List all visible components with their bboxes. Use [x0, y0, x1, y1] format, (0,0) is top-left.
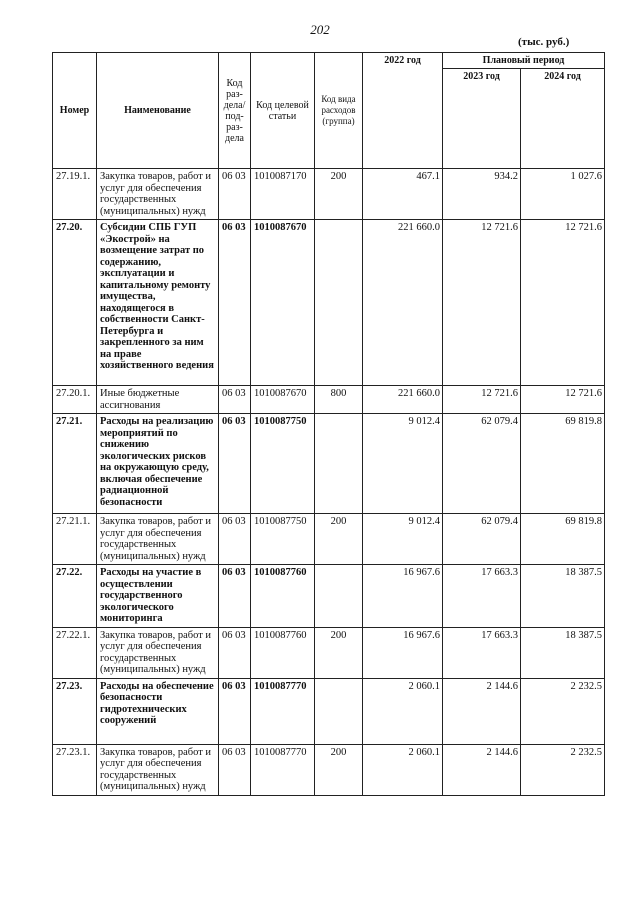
row-value-2023: 934.2 — [443, 169, 521, 220]
header-2022: 2022 год — [363, 53, 443, 169]
row-value-2023: 2 144.6 — [443, 678, 521, 744]
row-expense-code: 200 — [315, 169, 363, 220]
row-target-code: 1010087670 — [251, 220, 315, 386]
row-value-2024: 1 027.6 — [521, 169, 605, 220]
row-value-2024: 2 232.5 — [521, 678, 605, 744]
row-expense-code — [315, 220, 363, 386]
row-section-code: 06 03 — [219, 169, 251, 220]
header-section: Код раз-дела/ под-раз-дела — [219, 53, 251, 169]
row-name: Закупка товаров, работ и услуг для обеспечения государственных (муниципальных) нужд — [97, 744, 219, 795]
row-value-2022: 16 967.6 — [363, 627, 443, 678]
row-name: Иные бюджетные ассигнования — [97, 386, 219, 414]
header-2023: 2023 год — [443, 69, 521, 169]
row-number: 27.19.1. — [53, 169, 97, 220]
row-value-2022: 2 060.1 — [363, 678, 443, 744]
row-value-2022: 9 012.4 — [363, 414, 443, 514]
row-target-code: 1010087750 — [251, 414, 315, 514]
row-value-2024: 69 819.8 — [521, 414, 605, 514]
row-target-code: 1010087760 — [251, 565, 315, 628]
row-target-code: 1010087760 — [251, 627, 315, 678]
row-expense-code: 200 — [315, 514, 363, 565]
row-expense-code — [315, 414, 363, 514]
row-value-2023: 17 663.3 — [443, 627, 521, 678]
row-section-code: 06 03 — [219, 565, 251, 628]
header-target: Код целевой статьи — [251, 53, 315, 169]
row-section-code: 06 03 — [219, 414, 251, 514]
row-section-code: 06 03 — [219, 220, 251, 386]
row-name: Расходы на участие в осуществлении государственного экологического мониторинга — [97, 565, 219, 628]
row-expense-code: 200 — [315, 744, 363, 795]
row-number: 27.23.1. — [53, 744, 97, 795]
row-number: 27.23. — [53, 678, 97, 744]
row-number: 27.22. — [53, 565, 97, 628]
row-value-2024: 18 387.5 — [521, 627, 605, 678]
row-number: 27.21. — [53, 414, 97, 514]
row-number: 27.21.1. — [53, 514, 97, 565]
header-name: Наименование — [97, 53, 219, 169]
row-expense-code: 800 — [315, 386, 363, 414]
row-section-code: 06 03 — [219, 514, 251, 565]
row-value-2022: 221 660.0 — [363, 386, 443, 414]
table-row — [53, 414, 605, 514]
row-value-2024: 18 387.5 — [521, 565, 605, 628]
table-row — [53, 514, 605, 565]
row-value-2022: 16 967.6 — [363, 565, 443, 628]
row-target-code: 1010087170 — [251, 169, 315, 220]
row-number: 27.20. — [53, 220, 97, 386]
row-value-2023: 62 079.4 — [443, 414, 521, 514]
row-value-2024: 2 232.5 — [521, 744, 605, 795]
row-value-2024: 12 721.6 — [521, 386, 605, 414]
row-name: Расходы на обеспечение безопасности гидротехнических сооружений — [97, 678, 219, 744]
row-number: 27.20.1. — [53, 386, 97, 414]
row-value-2022: 221 660.0 — [363, 220, 443, 386]
header-2024: 2024 год — [521, 69, 605, 169]
row-section-code: 06 03 — [219, 386, 251, 414]
row-name: Закупка товаров, работ и услуг для обеспечения государственных (муниципальных) нужд — [97, 169, 219, 220]
budget-table — [52, 52, 605, 796]
row-section-code: 06 03 — [219, 678, 251, 744]
row-name: Расходы на реализацию мероприятий по снижению экологических рисков на окружающую среду, включая обеспечение радиационной безопасности — [97, 414, 219, 514]
table-row — [53, 169, 605, 220]
row-value-2024: 12 721.6 — [521, 220, 605, 386]
row-name: Закупка товаров, работ и услуг для обеспечения государственных (муниципальных) нужд — [97, 627, 219, 678]
header-plan: Плановый период — [443, 53, 605, 69]
page-number: 202 — [310, 22, 330, 37]
row-value-2023: 2 144.6 — [443, 744, 521, 795]
row-section-code: 06 03 — [219, 744, 251, 795]
row-name: Закупка товаров, работ и услуг для обеспечения государственных (муниципальных) нужд — [97, 514, 219, 565]
row-expense-code — [315, 678, 363, 744]
row-value-2023: 12 721.6 — [443, 220, 521, 386]
table-row — [53, 386, 605, 414]
row-name: Субсидии СПБ ГУП «Экострой» на возмещение затрат по содержанию, эксплуатации и капитальному ремонту имущества, находящегося в собственности Санкт-Петербурга и закрепленного за ним на праве хозяйственного ведения — [97, 220, 219, 386]
table-row — [53, 220, 605, 386]
row-value-2023: 17 663.3 — [443, 565, 521, 628]
table-row — [53, 627, 605, 678]
row-value-2022: 467.1 — [363, 169, 443, 220]
row-target-code: 1010087750 — [251, 514, 315, 565]
row-target-code: 1010087770 — [251, 744, 315, 795]
row-value-2022: 9 012.4 — [363, 514, 443, 565]
row-target-code: 1010087670 — [251, 386, 315, 414]
units-label: (тыс. руб.) — [518, 36, 570, 48]
row-number: 27.22.1. — [53, 627, 97, 678]
row-value-2023: 12 721.6 — [443, 386, 521, 414]
row-value-2022: 2 060.1 — [363, 744, 443, 795]
table-row — [53, 565, 605, 628]
row-value-2024: 69 819.8 — [521, 514, 605, 565]
row-target-code: 1010087770 — [251, 678, 315, 744]
header-number: Номер — [53, 53, 97, 169]
row-section-code: 06 03 — [219, 627, 251, 678]
row-expense-code: 200 — [315, 627, 363, 678]
row-value-2023: 62 079.4 — [443, 514, 521, 565]
header-expense: Код вида расходов (группа) — [315, 53, 363, 169]
row-expense-code — [315, 565, 363, 628]
table-row — [53, 744, 605, 795]
table-row — [53, 678, 605, 744]
